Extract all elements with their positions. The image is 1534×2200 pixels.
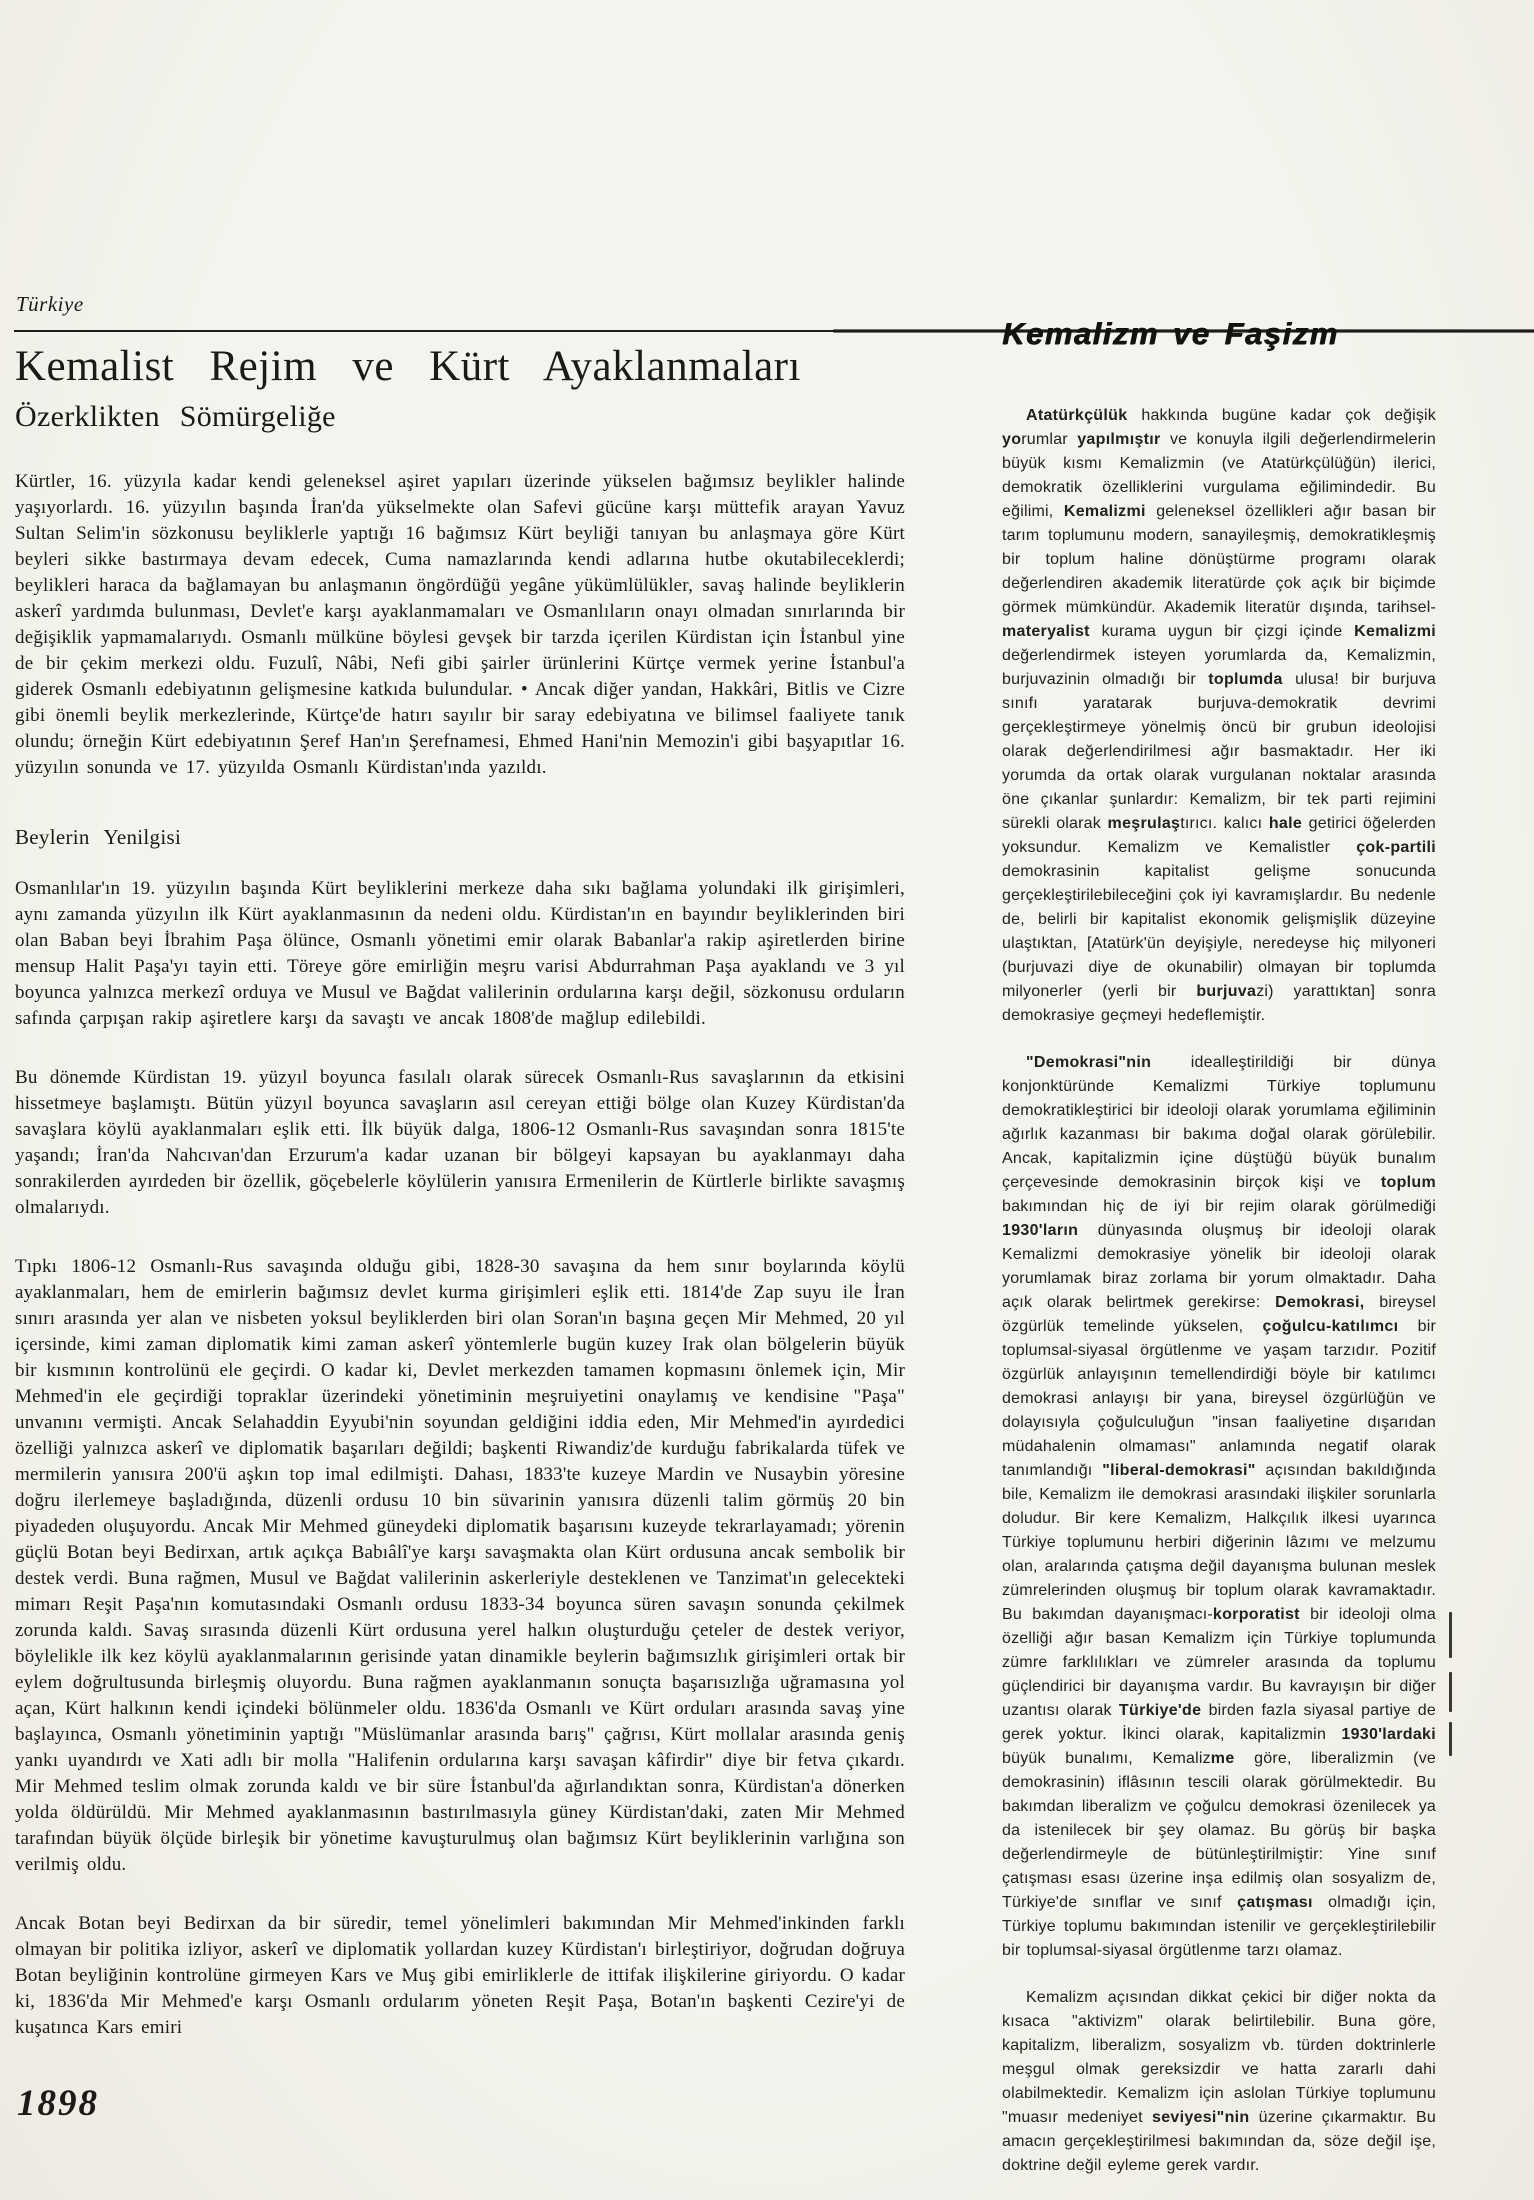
scan-artifact-mark [1449,1612,1452,1658]
sidebar-paragraph: Kemalizm açısından dikkat çekici bir diğer nokta da kısaca "aktivizm" olarak belirtilebilir. Buna göre, kapitalizm, liberalizm, sosyalizm vb. türden doktrinlerle meşgul olmak gereksizdir ve hatta zararlı dahi olabilmektedir. Kemalizm için aslolan Türkiye toplumunu "muasır medeniyet seviyesi"nin üzerine çıkarmaktır. Bu amacın gerçekleştirilmesi bakımından da, söze değil işe, doktrine değil eyleme gerek vardır. [1002,1989,1436,2174]
sidebar-column [1002,316,1436,2178]
sidebar-paragraph: Atatürkçülük hakkında bugüne kadar çok değişik yorumlar yapılmıştır ve konuyla ilgili değerlendirmelerin büyük kısmı Kemalizmin (ve Atatürkçülüğün) ilerici, demokratik özelliklerini vurgulama eğilimindedir. Bu eğilimi, Kemalizmi geleneksel özellikleri ağır basan bir tarım toplumunu modern, sanayileşmiş, demokratikleşmiş bir toplum haline dönüştürme programı olarak değerlendiren akademik literatürde çok açık bir biçimde görmek mümkündür. Akademik literatür dışında, tarihsel-materyalist kurama uygun bir çizgi içinde Kemalizmi değerlendirmek isteyen yorumlarda da, Kemalizmin, burjuvazinin olmadığı bir toplumda ulusa! bir burjuva sınıfı yaratarak burjuva-demokratik devrimi gerçekleştirmeye yönelmiş öncü bir grubun ideolojisi olarak değerlendirilmesi ağır basmaktadır. Her iki yorumda da ortak olarak vurgulanan noktalar arasında öne çıkanlar şunlardır: Kemalizm, bir tek parti rejimini sürekli olarak meşrulaştırıcı. kalıcı hale getirici öğelerden yoksundur. Kemalizm ve Kemalistler çok-partili demokrasinin kapitalist gelişme sonucunda gerçekleştirilebileceğini çok iyi kavramışlardır. Bu nedenle de, belirli bir kapitalist ekonomik gelişmişlik düzeyine ulaştıktan, [Atatürk'ün deyişiyle, neredeyse hiç milyoneri (burjuvazi diye de okunabilir) olmayan bir toplumda milyonerler (yerli bir burjuvazi) yarattıktan] sonra demokrasiye geçmeyi hedeflemiştir. [1002,407,1436,1024]
article-subtitle: Özerklikten Sömürgeliğe [15,400,336,434]
page-number: 1898 [17,2083,99,2124]
scan-artifact-mark [1449,1672,1452,1712]
article-subheading: Beylerin Yenilgisi [15,825,182,850]
sidebar-title: Kemalizm ve Faşizm [1002,316,1339,351]
article-title: Kemalist Rejim ve Kürt Ayaklanmaları [15,343,801,390]
article-column [15,343,905,2041]
article-paragraph: Tıpkı 1806-12 Osmanlı-Rus savaşında olduğu gibi, 1828-30 savaşına da hem sınır boylarında köylü ayaklanmaları, hem de emirlerin bağımsız devlet kurma girişimleri eşlik etti. 1814'de Zap suyu ile İran sınırı arasında yer alan ve nisbeten yoksul beyliklerden biri olan Soran'ın başına geçen Mir Mehmed, 20 yıl içersinde, kimi zaman diplomatik kimi zaman askerî yöntemlerle bugün kuzey Irak olan bölgelerin büyük bir kısmının kontrolünü ele geçirdi. O kadar ki, Devlet merkezden tamamen kopmasını önlemek için, Mir Mehmed'in ele geçirdiği topraklar üzerindeki yönetiminin meşruiyetini onaylamış ve kendisine "Paşa" unvanını vermişti. Ancak Selahaddin Eyyubi'nin soyundan geldiğini iddia eden, Mir Mehmed'in ayırdedici özelliği yalnızca askerî ve diplomatik başarıları değildi; başkenti Riwandiz'de kurduğu fabrikalarda tüfek ve mermilerin yanısıra 200'ü aşkın top imal edilmişti. Dahası, 1833'te kuzeye Mardin ve Nusaybin yöresine doğru ilerlemeye başladığında, düzenli ordusu 10 bin süvarinin yanısıra düzenli talim görmüş 20 bin piyadeden oluşuyordu. Ancak Mir Mehmed güneydeki diplomatik başarısını kuzeyde tekrarlayamadı; yörenin güçlü Botan beyi Bedirxan, artık açıkça Babıâlî'ye karşı savaşmakta olan Kürt ordusuna ancak sembolik bir destek verdi. Buna rağmen, Musul ve Bağdat valilerinin askerleriyle desteklenen ve Tanzimat'ın gelecekteki mimarı Reşit Paşa'nın komutasındaki Osmanlı ordusu 1833-34 boyunca süren savaşın sonunda çekilmek zorunda kaldı. Savaş sırasında düzenli Kürt ordusuna yerel halkın oluşturduğu çeteler de destek veriyor, böylelikle ilk kez köylü ayaklanmalarının gerisinde yatan dinamikle beylerin bağımsızlık girişimleri ortak bir eylem doğrultusunda birleşmiş oluyordu. Buna rağmen ayaklanmanın sonuçta başarısızlığa uğramasına yol açan, Kürt halkının kendi içindeki bölünmeler oldu. 1836'da Osmanlı ve Kürt orduları arasında savaş yine başlayınca, Osmanlı yönetiminin yaptığı "Müslümanlar arasında barış" çağrısı, Kürt mollalar arasında geniş yankı uyandırdı ve Xati adlı bir molla "Halifenin ordularına karşı savaşan kâfirdir" diye bir fetva çıkardı. Mir Mehmed teslim olmak zorunda kaldı ve bir süre İstanbul'da ağırlandıktan sonra, Kürdistan'a dönerken yolda öldürüldü. Mir Mehmed ayaklanmasının bastırılmasıyla güney Kürdistan'daki, zaten Mir Mehmed tarafından büyük ölçüde birleşik bir yönetime kavuşturulmuş olan bağımsız Kürt beyliklerinin varlığına son verilmiş oldu. [15,1256,905,1876]
sidebar-paragraph: "Demokrasi"nin idealleştirildiği bir dünya konjonktüründe Kemalizmi Türkiye toplumunu demokratikleştirici bir ideoloji olarak yorumlama eğiliminin ağırlık kazanması bir bakıma doğal olarak görülebilir. Ancak, kapitalizmin içine düştüğü büyük bunalım çerçevesinde demokrasinin birçok kişi ve toplum bakımından hiç de iyi bir rejim olarak görülmediği 1930'ların dünyasında oluşmuş bir ideoloji olarak Kemalizmi demokrasiye yönelik bir ideoloji olarak yorumlamak biraz zorlama bir yorum olmaktadır. Daha açık olarak belirtmek gerekirse: Demokrasi, bireysel özgürlük temelinde yükselen, çoğulcu-katılımcı bir toplumsal-siyasal örgütlenme ve yaşam tarzıdır. Pozitif özgürlük anlayışının temellendirdiği böyle bir katılımcı demokrasi anlayışı bir yana, bireysel özgürlüğün ve dolayısıyla çoğulculuğun "insan faaliyetine dışarıdan müdahalenin olmaması" anlamında negatif olarak tanımlandığı "liberal-demokrasi" açısından bakıldığında bile, Kemalizm ile demokrasi arasındaki ilişkiler sorunlarla doludur. Bir kere Kemalizm, Halkçılık ilkesi uyarınca Türkiye toplumunu herbiri diğerinin lâzımı ve melzumu olan, aralarında çatışma değil dayanışma bulunan meslek zümrelerinden oluşmuş bir toplum olarak kavramaktadır. Bu bakımdan dayanışmacı-korporatist bir ideoloji olma özelliği ağır basan Kemalizm için Türkiye toplumunda zümre farklılıkları ve zümreler arasında da toplumu güçlendirici bir dayanışma vardır. Bu kavrayışın bir diğer uzantısı olarak Türkiye'de birden fazla siyasal partiye de gerek yoktur. İkinci olarak, kapitalizmin 1930'lardaki büyük bunalımı, Kemalizme göre, liberalizmin (ve demokrasinin) iflâsının tescili olarak görülmektedir. Bu bakımdan liberalizm ve çoğulcu demokrasi özenilecek ya da istenilecek bir şey olamaz. Bu görüş bir başka değerlendirmeyle de bütünleştirilmiştir: Yine sınıf çatışması esası üzerine inşa edilmiş olan sosyalizm de, Türkiye'de sınıflar ve sınıf çatışması olmadığı için, Türkiye toplumu bakımından istenilir ve gerçekleştirilebilir bir toplumsal-siyasal örgütlenme tarzı olamaz. [1002,1054,1437,1959]
scan-artifact-mark [1449,1722,1452,1756]
section-label: Türkiye [16,292,84,316]
article-paragraph: Ancak Botan beyi Bedirxan da bir süredir, temel yönelimleri bakımından Mir Mehmed'inkinden farklı olmayan bir politika izliyor, askerî ve diplomatik yollardan kuzey Kürdistan'ı birleştiriyor, doğrudan doğruya Botan beyliğinin kontrolüne girmeyen Kars ve Muş gibi emirliklerle de ittifak ilişkilerine giriyordu. O kadar ki, 1836'da Mir Mehmed'e karşı Osmanlı ordularım yöneten Reşit Paşa, Botan'ın başkenti Cezire'yi de kuşatınca Kars emiri [15,1913,905,2039]
article-paragraph: Bu dönemde Kürdistan 19. yüzyıl boyunca fasılalı olarak sürecek Osmanlı-Rus savaşlarının da etkisini hissetmeye başlamıştı. Bütün yüzyıl boyunca savaşların asıl cereyan ettiği bölge olan Kuzey Kürdistan'da savaşlara köylü ayaklanmaları eşlik etti. İlk büyük dalga, 1806-12 Osmanlı-Rus savaşından sonra 1815'te yaşandı; İran'da Nahcıvan'dan Erzurum'a kadar uzanan bir bölgeyi kapsayan bu ayaklanmayı daha sonrakilerden ayırdeden bir özellik, göçebelerle köylülerin yanısıra Ermenilerin de Kürtlerle birlikte savaşmış olmalarıydı. [15,1067,905,1219]
article-paragraph: Kürtler, 16. yüzyıla kadar kendi geleneksel aşiret yapıları üzerinde yükselen bağımsız beylikler halinde yaşıyorlardı. 16. yüzyılın başında İran'da yükselmekte olan Safevi gücüne karşı müttefik arayan Yavuz Sultan Selim'in sözkonusu beyliklerle yaptığı 16 bağımsız Kürt beyliği tanıyan bu anlaşmaya göre Kürt beyleri sikke bastırmaya devam edecek, Cuma namazlarında kendi adlarına hutbe okutabileceklerdi; beylikleri haraca da bağlamayan bu anlaşmanın öngördüğü yegâne yükümlülükler, savaş halinde beyliklerin askerî yardımda bulunması, Devlet'e karşı ayaklanmamaları ve Osmanlıların onayı olmadan sınırlarında bir değişiklik yapmamalarıydı. Osmanlı mülküne böylesi gevşek bir tarzda içerilen Kürdistan için İstanbul yine de bir çekim merkezi oldu. Fuzulî, Nâbi, Nefi gibi şairler ürünlerini Kürtçe vermek yerine İstanbul'a giderek Osmanlı edebiyatının gelişmesine katkıda bulundular. • Ancak diğer yandan, Hakkâri, Bitlis ve Cizre gibi önemli beylik merkezlerinde, Kürtçe'de hatırı sayılır bir saray edebiyatına ve bilimsel faaliyete tanık olundu; örneğin Kürt edebiyatının Şeref Han'ın Şerefnamesi, Ehmed Hani'nin Memozin'i gibi başyapıtlar 16. yüzyılın sonunda ve 17. yüzyılda Osmanlı Kürdistan'ında yazıldı. [15,471,905,779]
article-paragraph: Osmanlılar'ın 19. yüzyılın başında Kürt beyliklerini merkeze daha sıkı bağlama yolundaki ilk girişimleri, aynı zamanda yüzyılın ilk Kürt ayaklanmasının da nedeni oldu. Kürdistan'ın en bayındır beyliklerinden biri olan Baban beyi İbrahim Paşa ölünce, Osmanlı yönetimi emir olarak Babanlar'a rakip aşiretlerden birine mensup Halit Paşa'yı tayin etti. Töreye göre emirliğin meşru varisi Abdurrahman Paşa ayaklandı ve 3 yıl boyunca yalnızca merkezî orduya ve Musul ve Bağdat valilerinin ordularına karşı değil, sözkonusu orduların safında çarpışan rakip aşiretlere karşı da savaştı ve ancak 1808'de mağlup edilebildi. [15,878,905,1030]
